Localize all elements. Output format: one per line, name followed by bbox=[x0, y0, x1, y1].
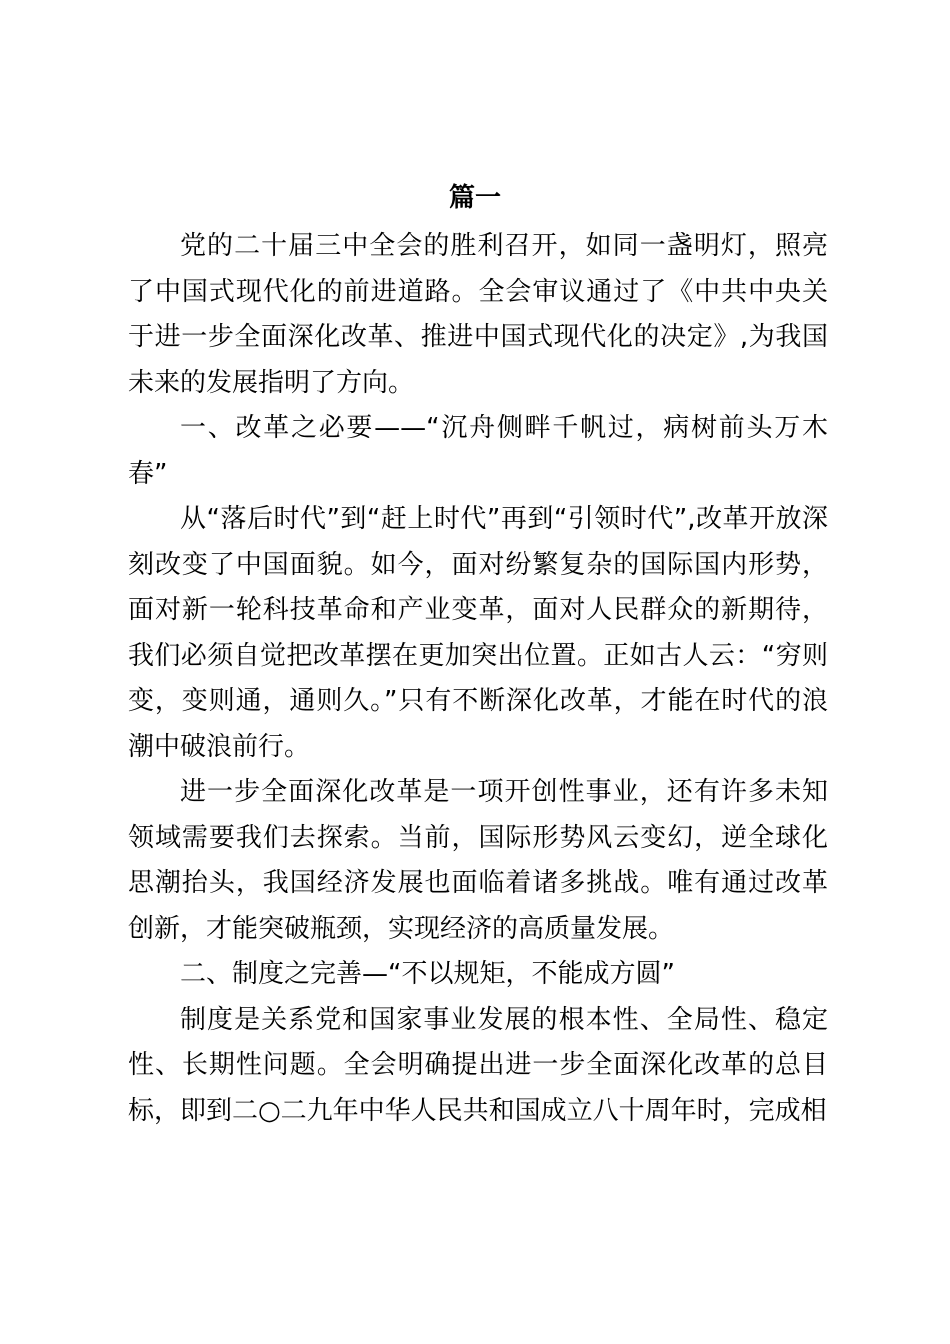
document-title: 篇一 bbox=[448, 183, 501, 213]
paragraph-reform-history: 从“落后时代”到“赶上时代”再到“引领时代”,改革开放深刻改变了中国面貌。如今，面对纷繁复杂的国际国内形势，面对新一轮科技革命和产业变革，面对人民群众的新期待，我们必须自觉把改革摆在更加突出位置。正如古人云：“穷则变，变则通，通则久。”只有不断深化改革，才能在时代的浪潮中破浪前行。 bbox=[128, 504, 828, 762]
section-heading-institution-improvement: 二、制度之完善—“不以规矩，不能成方圆” bbox=[180, 959, 675, 989]
section-heading-reform-necessity: 一、改革之必要——“沉舟侧畔千帆过，病树前头万木春” bbox=[128, 413, 828, 489]
paragraph-intro: 党的二十届三中全会的胜利召开，如同一盏明灯，照亮了中国式现代化的前进道路。全会审议通过了《中共中央关于进一步全面深化改革、推进中国式现代化的决定》,为我国未来的发展指明了方向。 bbox=[128, 231, 828, 398]
document-body bbox=[128, 224, 828, 1134]
paragraph-reform-exploration: 进一步全面深化改革是一项开创性事业，还有许多未知领域需要我们去探索。当前，国际形势风云变幻，逆全球化思潮抬头，我国经济发展也面临着诸多挑战。唯有通过改革创新，才能突破瓶颈，实现经济的高质量发展。 bbox=[128, 777, 828, 944]
paragraph-institution: 制度是关系党和国家事业发展的根本性、全局性、稳定性、长期性问题。全会明确提出进一步全面深化改革的总目标，即到二○二九年中华人民共和国成立八十周年时，完成相 bbox=[128, 1004, 828, 1126]
